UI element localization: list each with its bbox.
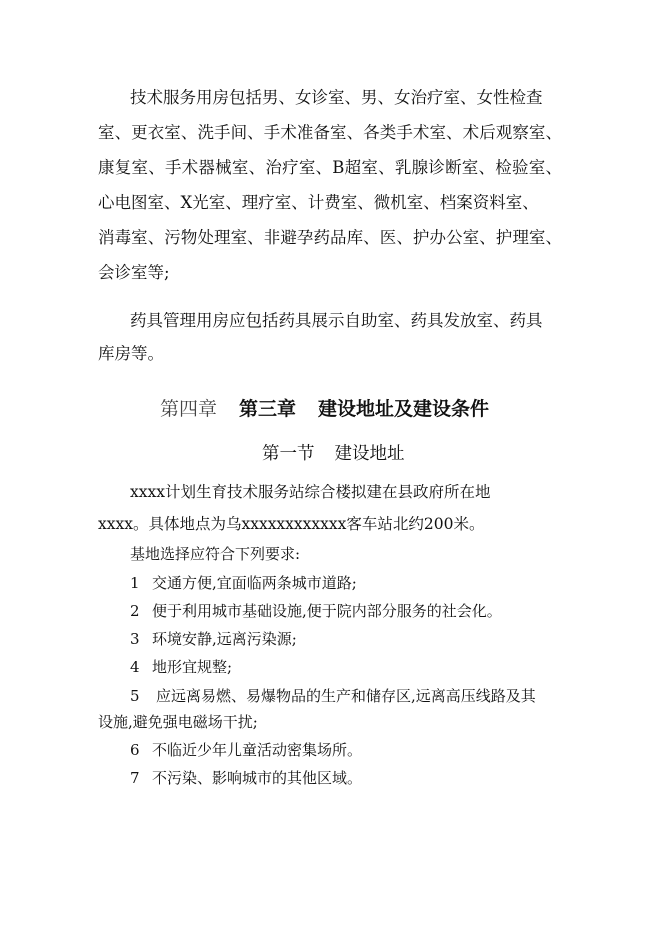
chapter-label-old: 第四章 (160, 398, 218, 420)
para1-line-1: 技术服务用房包括男、女诊室、男、女治疗室、女性检查 (130, 88, 543, 107)
section-title: 建设地址 (334, 444, 405, 464)
requirement-text: 不污染、影响城市的其他区域。 (152, 769, 363, 787)
requirement-item-1 (130, 573, 357, 593)
para2-line-1: 药具管理用房应包括药具展示自助室、药具发放室、药具 (130, 311, 543, 330)
para3-line-1: xxxx计划生育技术服务站综合楼拟建在县政府所在地 (130, 483, 491, 501)
requirement-item-4 (130, 657, 232, 677)
requirement-text: 交通方便,宜面临两条城市道路; (152, 574, 357, 592)
section-heading (262, 440, 405, 465)
para2-line-2: 库房等。 (98, 344, 164, 363)
para1-line-2: 室、更衣室、洗手间、手术准备室、各类手术室、术后观察室、 (98, 123, 562, 142)
requirement-number: 1 (130, 574, 140, 592)
requirement-item-6 (130, 740, 362, 760)
requirement-text: 不临近少年儿童活动密集场所。 (152, 741, 363, 759)
chapter-label: 第三章 (239, 398, 297, 420)
para3-line-3: 基地选择应符合下列要求: (130, 545, 301, 563)
para1-line-6: 会诊室等; (98, 263, 170, 282)
requirement-text: 应远离易燃、易爆物品的生产和储存区,远离高压线路及其 (156, 687, 536, 705)
requirement-item-7 (130, 768, 362, 788)
requirement-text: 环境安静,远离污染源; (152, 630, 297, 648)
requirement-text: 便于利用城市基础设施,便于院内部分服务的社会化。 (152, 602, 502, 620)
para1-line-3: 康复室、手术器械室、治疗室、B超室、乳腺诊断室、检验室、 (98, 158, 562, 177)
requirement-number: 2 (130, 602, 140, 620)
para1-line-4: 心电图室、X光室、理疗室、计费室、微机室、档案资料室、 (98, 193, 539, 212)
requirement-item-3 (130, 629, 297, 649)
requirement-text: 地形宜规整; (152, 658, 233, 676)
para3-line-2: xxxx。具体地点为乌xxxxxxxxxxxx客车站北约200米。 (98, 515, 485, 533)
requirement-number: 6 (130, 741, 140, 759)
section-label: 第一节 (262, 444, 315, 464)
chapter-title: 建设地址及建设条件 (318, 398, 490, 420)
requirement-item-2 (130, 601, 502, 621)
requirement-item-5 (130, 686, 536, 706)
requirement-number: 5 (130, 687, 140, 705)
requirement-number: 4 (130, 658, 140, 676)
requirement-number: 7 (130, 769, 140, 787)
para1-line-5: 消毒室、污物处理室、非避孕药品库、医、护办公室、护理室、 (98, 228, 562, 247)
chapter-heading (160, 394, 489, 421)
requirement-item-5-continued: 设施,避免强电磁场干扰; (98, 713, 258, 731)
requirement-number: 3 (130, 630, 140, 648)
